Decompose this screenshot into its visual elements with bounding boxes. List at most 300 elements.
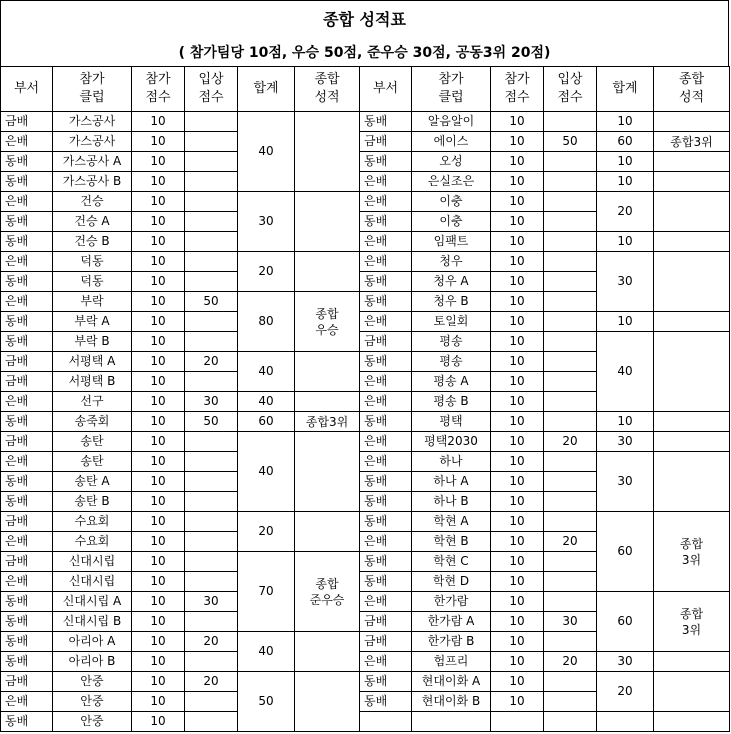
right-overall-result	[654, 312, 730, 332]
left-overall-result	[295, 252, 360, 292]
right-overall-result	[654, 592, 730, 652]
left-participation-cell: 10	[132, 532, 185, 552]
right-dept-cell: 동배	[360, 692, 412, 712]
right-club-cell: 토일회	[412, 312, 491, 332]
table-row	[1, 452, 730, 472]
left-participation-cell: 10	[132, 692, 185, 712]
left-participation-cell: 10	[132, 272, 185, 292]
header-row	[1, 67, 730, 112]
table-row	[1, 112, 730, 132]
right-dept-cell: 은배	[360, 452, 412, 472]
right-participation-cell: 10	[491, 412, 544, 432]
left-participation-cell: 10	[132, 632, 185, 652]
right-dept-cell: 금배	[360, 332, 412, 352]
right-total-cell: 30	[597, 452, 654, 512]
table-row	[1, 672, 730, 692]
right-club-cell: 이충	[412, 192, 491, 212]
left-club-cell: 안중	[53, 712, 132, 732]
left-overall-result	[295, 112, 360, 192]
right-participation-cell: 10	[491, 452, 544, 472]
right-participation-cell: 10	[491, 192, 544, 212]
left-total-cell: 50	[238, 672, 295, 732]
left-club-cell: 아리아 A	[53, 632, 132, 652]
right-award-cell	[544, 352, 597, 372]
left-dept-cell: 은배	[1, 292, 53, 312]
right-dept-cell: 은배	[360, 592, 412, 612]
left-dept-cell: 동배	[1, 332, 53, 352]
right-award-cell	[544, 192, 597, 212]
right-award-cell	[544, 512, 597, 532]
table-row	[1, 512, 730, 532]
right-award-cell	[544, 152, 597, 172]
right-dept-cell: 동배	[360, 672, 412, 692]
right-overall-result	[654, 712, 730, 732]
header-result-l1: 종합	[314, 72, 340, 87]
right-award-cell	[544, 252, 597, 272]
header-result-right	[654, 67, 730, 112]
left-award-cell	[185, 652, 238, 672]
header-participation	[132, 67, 185, 112]
right-overall-result	[654, 132, 730, 152]
left-total-cell: 80	[238, 292, 295, 352]
left-dept-cell: 동배	[1, 472, 53, 492]
left-dept-cell: 동배	[1, 612, 53, 632]
right-award-cell	[544, 592, 597, 612]
left-overall-result	[295, 392, 360, 412]
left-participation-cell: 10	[132, 492, 185, 512]
right-award-cell	[544, 312, 597, 332]
right-award-cell	[544, 492, 597, 512]
left-award-cell	[185, 192, 238, 212]
right-total-cell: 10	[597, 412, 654, 432]
table-row	[1, 712, 730, 732]
left-overall-result	[295, 352, 360, 392]
right-club-cell: 학현 D	[412, 572, 491, 592]
right-club-cell: 평송 B	[412, 392, 491, 412]
left-participation-cell: 10	[132, 652, 185, 672]
left-award-cell	[185, 212, 238, 232]
left-dept-cell: 은배	[1, 452, 53, 472]
right-award-cell	[544, 112, 597, 132]
right-total-cell: 60	[597, 132, 654, 152]
right-dept-cell: 은배	[360, 192, 412, 212]
header-club-r2: 클럽	[438, 90, 464, 105]
left-dept-cell: 은배	[1, 572, 53, 592]
left-participation-cell: 10	[132, 712, 185, 732]
left-total-cell: 60	[238, 412, 295, 432]
right-award-cell	[544, 292, 597, 312]
left-club-cell: 신대시립 B	[53, 612, 132, 632]
table-row	[1, 252, 730, 272]
right-award-cell	[544, 232, 597, 252]
right-dept-cell: 동배	[360, 152, 412, 172]
right-club-cell: 한가람 B	[412, 632, 491, 652]
right-dept-cell: 은배	[360, 372, 412, 392]
right-club-cell: 청우 A	[412, 272, 491, 292]
right-participation-cell: 10	[491, 212, 544, 232]
table-row	[1, 192, 730, 212]
right-participation-cell: 10	[491, 592, 544, 612]
right-award-cell	[544, 412, 597, 432]
left-award-cell: 20	[185, 672, 238, 692]
table-row	[1, 592, 730, 612]
header-result-r2: 성적	[678, 90, 705, 105]
right-dept-cell: 동배	[360, 572, 412, 592]
left-participation-cell: 10	[132, 252, 185, 272]
right-overall-result	[654, 512, 730, 592]
left-club-cell: 송죽회	[53, 412, 132, 432]
left-club-cell: 송탄	[53, 452, 132, 472]
left-dept-cell: 은배	[1, 392, 53, 412]
left-result-line: 준우승	[309, 592, 345, 607]
right-dept-cell: 동배	[360, 112, 412, 132]
left-award-cell	[185, 252, 238, 272]
left-participation-cell: 10	[132, 672, 185, 692]
right-club-cell: 하나 B	[412, 492, 491, 512]
right-total-cell: 10	[597, 112, 654, 132]
left-result-line: 우승	[315, 322, 339, 337]
header-award-l2: 점수	[198, 90, 224, 105]
left-result-line: 종합3위	[305, 414, 349, 429]
header-total-right: 합계	[597, 67, 654, 112]
left-dept-cell: 동배	[1, 152, 53, 172]
right-participation-cell: 10	[491, 372, 544, 392]
left-overall-result	[295, 672, 360, 732]
right-dept-cell: 동배	[360, 272, 412, 292]
right-participation-cell: 10	[491, 152, 544, 172]
left-club-cell: 신대시립 A	[53, 592, 132, 612]
left-club-cell: 수요회	[53, 532, 132, 552]
left-club-cell: 신대시립	[53, 572, 132, 592]
right-participation-cell: 10	[491, 632, 544, 652]
left-participation-cell: 10	[132, 152, 185, 172]
right-dept-cell: 은배	[360, 432, 412, 452]
left-dept-cell: 동배	[1, 712, 53, 732]
left-club-cell: 안중	[53, 692, 132, 712]
left-participation-cell: 10	[132, 412, 185, 432]
left-club-cell: 송탄 B	[53, 492, 132, 512]
right-award-cell	[544, 672, 597, 692]
left-dept-cell: 동배	[1, 592, 53, 612]
right-total-cell: 30	[597, 252, 654, 312]
right-participation-cell: 10	[491, 232, 544, 252]
left-dept-cell: 동배	[1, 272, 53, 292]
right-club-cell: 청우 B	[412, 292, 491, 312]
left-dept-cell: 동배	[1, 232, 53, 252]
header-award	[185, 67, 238, 112]
left-dept-cell: 동배	[1, 172, 53, 192]
right-club-cell: 평택2030	[412, 432, 491, 452]
right-award-cell	[544, 712, 597, 732]
left-result-line: 종합	[315, 576, 339, 591]
right-participation-cell: 10	[491, 692, 544, 712]
left-overall-result	[295, 412, 360, 432]
right-overall-result	[654, 232, 730, 252]
left-dept-cell: 은배	[1, 692, 53, 712]
right-club-cell: 평송 A	[412, 372, 491, 392]
header-award-r2: 점수	[557, 90, 583, 105]
results-body	[1, 112, 730, 732]
right-overall-result	[654, 112, 730, 132]
left-participation-cell: 10	[132, 612, 185, 632]
right-participation-cell: 10	[491, 132, 544, 152]
header-result-r1: 종합	[678, 72, 705, 87]
header-participation-right	[491, 67, 544, 112]
right-club-cell: 하나	[412, 452, 491, 472]
left-total-cell: 70	[238, 552, 295, 632]
right-participation-cell: 10	[491, 612, 544, 632]
header-club-l1: 참가	[79, 72, 105, 87]
left-participation-cell: 10	[132, 512, 185, 532]
left-overall-result	[295, 632, 360, 672]
right-total-cell	[597, 712, 654, 732]
right-club-cell	[412, 712, 491, 732]
right-club-cell: 청우	[412, 252, 491, 272]
left-dept-cell: 금배	[1, 372, 53, 392]
left-overall-result	[295, 552, 360, 632]
right-club-cell: 알음알이	[412, 112, 491, 132]
left-award-cell	[185, 692, 238, 712]
right-award-cell: 50	[544, 132, 597, 152]
header-part-r1: 참가	[504, 72, 530, 87]
left-club-cell: 가스공사	[53, 132, 132, 152]
right-participation-cell: 10	[491, 472, 544, 492]
right-award-cell	[544, 272, 597, 292]
left-award-cell: 30	[185, 592, 238, 612]
left-dept-cell: 금배	[1, 432, 53, 452]
left-total-cell: 40	[238, 432, 295, 512]
right-club-cell: 평택	[412, 412, 491, 432]
right-award-cell	[544, 552, 597, 572]
left-dept-cell: 동배	[1, 492, 53, 512]
right-participation-cell: 10	[491, 292, 544, 312]
right-dept-cell: 금배	[360, 632, 412, 652]
left-participation-cell: 10	[132, 452, 185, 472]
right-club-cell: 현대이화 B	[412, 692, 491, 712]
left-participation-cell: 10	[132, 292, 185, 312]
table-row	[1, 652, 730, 672]
left-dept-cell: 은배	[1, 532, 53, 552]
left-club-cell: 부락	[53, 292, 132, 312]
right-award-cell	[544, 212, 597, 232]
right-award-cell: 20	[544, 532, 597, 552]
left-participation-cell: 10	[132, 352, 185, 372]
left-dept-cell: 은배	[1, 132, 53, 152]
left-total-cell: 20	[238, 512, 295, 552]
right-participation-cell: 10	[491, 492, 544, 512]
left-award-cell	[185, 452, 238, 472]
left-overall-result	[295, 192, 360, 252]
right-total-cell: 10	[597, 312, 654, 332]
right-award-cell	[544, 452, 597, 472]
right-participation-cell: 10	[491, 332, 544, 352]
left-club-cell: 신대시립	[53, 552, 132, 572]
right-overall-result	[654, 192, 730, 232]
left-award-cell	[185, 532, 238, 552]
right-participation-cell	[491, 712, 544, 732]
right-dept-cell: 동배	[360, 472, 412, 492]
right-overall-result	[654, 452, 730, 512]
left-club-cell: 부락 B	[53, 332, 132, 352]
left-award-cell: 50	[185, 412, 238, 432]
left-participation-cell: 10	[132, 332, 185, 352]
right-club-cell: 하나 A	[412, 472, 491, 492]
right-dept-cell: 은배	[360, 392, 412, 412]
right-dept-cell: 동배	[360, 292, 412, 312]
left-award-cell: 20	[185, 352, 238, 372]
right-participation-cell: 10	[491, 392, 544, 412]
right-dept-cell: 은배	[360, 252, 412, 272]
right-dept-cell: 동배	[360, 352, 412, 372]
left-award-cell	[185, 132, 238, 152]
right-dept-cell: 동배	[360, 552, 412, 572]
table-row	[1, 152, 730, 172]
left-dept-cell: 동배	[1, 212, 53, 232]
right-overall-result	[654, 412, 730, 432]
right-dept-cell: 은배	[360, 532, 412, 552]
left-total-cell: 30	[238, 192, 295, 252]
left-club-cell: 선구	[53, 392, 132, 412]
right-total-cell: 60	[597, 512, 654, 592]
left-overall-result	[295, 432, 360, 512]
left-award-cell	[185, 372, 238, 392]
left-overall-result	[295, 512, 360, 552]
left-club-cell: 건승	[53, 192, 132, 212]
left-club-cell: 부락 A	[53, 312, 132, 332]
right-result-line: 3위	[681, 552, 702, 567]
right-participation-cell: 10	[491, 672, 544, 692]
header-dept-right: 부서	[360, 67, 412, 112]
header-total: 합계	[238, 67, 295, 112]
left-award-cell: 30	[185, 392, 238, 412]
right-participation-cell: 10	[491, 512, 544, 532]
right-award-cell	[544, 472, 597, 492]
right-participation-cell: 10	[491, 352, 544, 372]
left-club-cell: 덕동	[53, 252, 132, 272]
right-result-line: 종합	[679, 536, 704, 551]
right-total-cell: 40	[597, 332, 654, 412]
results-table	[0, 66, 730, 732]
right-club-cell: 학현 B	[412, 532, 491, 552]
left-award-cell	[185, 112, 238, 132]
left-club-cell: 서평택 B	[53, 372, 132, 392]
left-award-cell	[185, 492, 238, 512]
header-part-l1: 참가	[145, 72, 171, 87]
right-total-cell: 10	[597, 172, 654, 192]
header-club	[53, 67, 132, 112]
left-dept-cell: 금배	[1, 112, 53, 132]
left-dept-cell: 동배	[1, 412, 53, 432]
header-club-l2: 클럽	[79, 90, 105, 105]
right-dept-cell: 동배	[360, 492, 412, 512]
right-award-cell	[544, 332, 597, 352]
table-row	[1, 312, 730, 332]
header-result-l2: 성적	[314, 90, 340, 105]
left-award-cell	[185, 472, 238, 492]
table-row	[1, 132, 730, 152]
right-dept-cell: 은배	[360, 652, 412, 672]
scoring-rule-subtitle: ( 참가팀당 10점, 우승 50점, 준우승 30점, 공동3위 20점)	[178, 45, 551, 61]
left-participation-cell: 10	[132, 132, 185, 152]
right-club-cell: 평송	[412, 352, 491, 372]
right-participation-cell: 10	[491, 312, 544, 332]
right-dept-cell: 금배	[360, 612, 412, 632]
right-participation-cell: 10	[491, 432, 544, 452]
right-dept-cell: 금배	[360, 132, 412, 152]
left-participation-cell: 10	[132, 432, 185, 452]
right-result-line: 종합3위	[670, 134, 713, 149]
right-club-cell: 한가람	[412, 592, 491, 612]
left-overall-result	[295, 292, 360, 352]
header-part-l2: 점수	[145, 90, 171, 105]
right-total-cell: 30	[597, 432, 654, 452]
left-club-cell: 덕동	[53, 272, 132, 292]
left-dept-cell: 금배	[1, 552, 53, 572]
right-award-cell: 20	[544, 432, 597, 452]
left-club-cell: 서평택 A	[53, 352, 132, 372]
right-award-cell	[544, 572, 597, 592]
right-dept-cell: 동배	[360, 412, 412, 432]
right-award-cell	[544, 172, 597, 192]
left-dept-cell: 금배	[1, 512, 53, 532]
left-participation-cell: 10	[132, 572, 185, 592]
left-award-cell	[185, 272, 238, 292]
right-result-line: 3위	[681, 622, 702, 637]
left-club-cell: 안중	[53, 672, 132, 692]
left-club-cell: 가스공사 B	[53, 172, 132, 192]
left-award-cell	[185, 552, 238, 572]
right-overall-result	[654, 672, 730, 712]
left-award-cell	[185, 172, 238, 192]
right-participation-cell: 10	[491, 652, 544, 672]
left-award-cell	[185, 572, 238, 592]
left-dept-cell: 은배	[1, 252, 53, 272]
right-club-cell: 에이스	[412, 132, 491, 152]
left-award-cell	[185, 232, 238, 252]
left-total-cell: 40	[238, 632, 295, 672]
left-participation-cell: 10	[132, 552, 185, 572]
table-row	[1, 232, 730, 252]
right-result-line: 종합	[679, 606, 704, 621]
right-overall-result	[654, 432, 730, 452]
left-participation-cell: 10	[132, 192, 185, 212]
right-overall-result	[654, 252, 730, 312]
left-club-cell: 건승 A	[53, 212, 132, 232]
left-participation-cell: 10	[132, 312, 185, 332]
left-award-cell	[185, 612, 238, 632]
right-dept-cell	[360, 712, 412, 732]
right-club-cell: 학현 C	[412, 552, 491, 572]
left-dept-cell: 동배	[1, 652, 53, 672]
left-award-cell	[185, 152, 238, 172]
right-total-cell: 20	[597, 192, 654, 232]
title-box	[0, 0, 729, 66]
left-total-cell: 40	[238, 352, 295, 392]
right-dept-cell: 동배	[360, 212, 412, 232]
right-participation-cell: 10	[491, 112, 544, 132]
right-award-cell	[544, 692, 597, 712]
header-club-right	[412, 67, 491, 112]
table-row	[1, 412, 730, 432]
right-award-cell: 20	[544, 652, 597, 672]
header-dept: 부서	[1, 67, 53, 112]
right-award-cell: 30	[544, 612, 597, 632]
right-total-cell: 10	[597, 152, 654, 172]
left-award-cell	[185, 432, 238, 452]
left-club-cell: 아리아 B	[53, 652, 132, 672]
right-dept-cell: 동배	[360, 512, 412, 532]
right-participation-cell: 10	[491, 572, 544, 592]
